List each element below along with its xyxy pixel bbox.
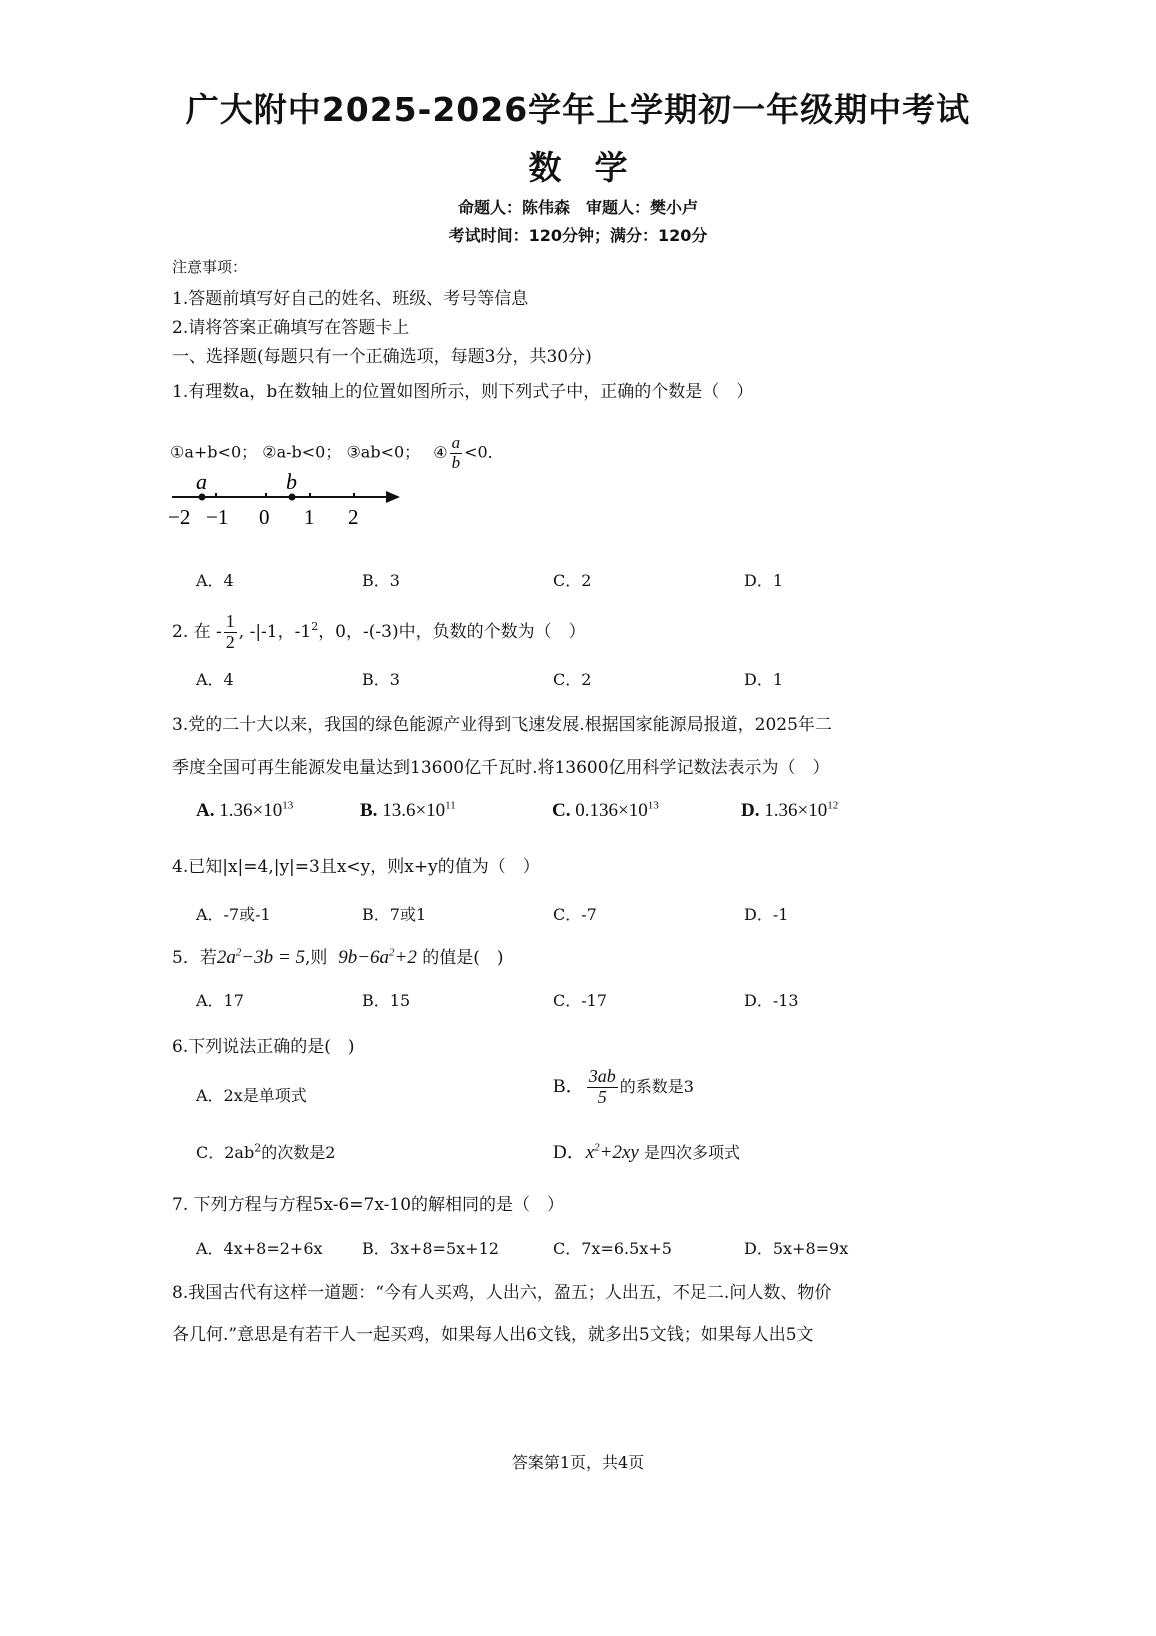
option-suffix: 是四次多项式 <box>643 1143 740 1162</box>
point-b-dot <box>289 494 296 501</box>
exam-title: 广大附中2025-2026学年上学期初一年级期中考试 <box>185 90 971 129</box>
option-exponent: 12 <box>827 799 839 812</box>
point-b-label: b <box>286 472 297 494</box>
q5-expr-1 <box>217 947 305 968</box>
q1-statements <box>170 434 504 472</box>
q7-option-a: A．4x+8=2+6x <box>196 1239 323 1258</box>
tick-label: 0 <box>259 505 270 529</box>
tick-label: 1 <box>304 505 315 529</box>
notes-item-1: 1.答题前填写好自己的姓名、班级、考号等信息 <box>172 289 529 309</box>
q5-option-b: B．15 <box>362 991 411 1010</box>
q6-option-c <box>196 1140 335 1163</box>
option-expr <box>586 1142 639 1163</box>
q1-stmt-4-prefix: ④ <box>433 442 448 462</box>
q6-option-d <box>553 1137 740 1164</box>
exam-info: 考试时间：120分钟；满分：120分 <box>448 226 708 245</box>
number-line <box>168 472 408 534</box>
q4-option-d: D．-1 <box>744 905 789 924</box>
q4-option-a: A．-7或-1 <box>196 905 271 924</box>
option-exponent: 13 <box>282 799 294 812</box>
option-exponent: 11 <box>445 799 456 812</box>
option-part: C．2ab <box>196 1143 255 1162</box>
q3-stem-line-2: 季度全国可再生能源发电量达到13600亿千瓦时.将13600亿用科学记数法表示为（ ） <box>172 758 830 778</box>
option-base: 0.136×10 <box>575 800 648 821</box>
option-label: D. <box>741 800 760 821</box>
q7-option-d: D．5x+8=9x <box>744 1239 849 1258</box>
q7-option-c: C．7x=6.5x+5 <box>553 1239 672 1258</box>
expr-exponent: 2 <box>235 946 242 959</box>
q2-option-c: C．2 <box>553 670 592 689</box>
q5-prefix: 5．若 <box>172 948 217 968</box>
q1-stmt-4-fraction <box>450 434 463 472</box>
q3-option-c <box>552 800 659 822</box>
q3-stem-line-1: 3.党的二十大以来，我国的绿色能源产业得到飞速发展.根据国家能源局报道，2025年二 <box>172 715 832 735</box>
expr-part: +2xy <box>599 1142 639 1163</box>
q4-option-b: B．7或1 <box>362 905 427 924</box>
point-a-label: a <box>196 472 207 494</box>
option-label: A. <box>196 800 215 821</box>
q2-fraction <box>224 612 237 653</box>
point-a-dot <box>199 494 206 501</box>
exam-authors: 命题人：陈伟森 审题人：樊小卢 <box>457 198 698 217</box>
q8-stem-line-2: 各几何.”意思是有若干人一起买鸡，如果每人出6文钱，就多出5文钱；如果每人出5文 <box>172 1325 814 1345</box>
expr-exponent: 2 <box>389 946 395 959</box>
q2-option-a: A．4 <box>196 670 234 689</box>
q3-option-a <box>196 800 293 822</box>
q5-expr-2 <box>338 947 417 968</box>
q1-stem: 1.有理数a，b在数轴上的位置如图所示，则下列式子中，正确的个数是（ ） <box>172 382 754 402</box>
frac-denominator: b <box>451 452 461 472</box>
option-exponent: 2 <box>254 1141 262 1155</box>
q2-option-b: B．3 <box>362 670 400 689</box>
q6-option-b-fraction <box>587 1067 618 1108</box>
q3-option-b <box>360 800 456 822</box>
option-base: 1.36×10 <box>764 800 828 821</box>
q6-option-b <box>553 1067 694 1108</box>
q2-prefix: 2. 在 - <box>172 621 222 642</box>
option-label: B. <box>360 800 378 821</box>
q6-stem: 6.下列说法正确的是( ) <box>172 1037 355 1057</box>
frac-numerator: 1 <box>225 611 235 631</box>
q1-option-a: A．4 <box>196 571 234 590</box>
q2-exponent: 2 <box>311 620 319 634</box>
exam-subject: 数 学 <box>528 148 628 187</box>
frac-numerator: a <box>451 433 461 452</box>
tick-label: −1 <box>206 505 229 529</box>
expr-exponent: 2 <box>594 1141 600 1154</box>
q1-option-d: D．1 <box>744 571 784 590</box>
q5-option-a: A．17 <box>196 991 244 1010</box>
page-footer: 答案第1页，共4页 <box>511 1453 645 1472</box>
option-exponent: 13 <box>647 799 659 812</box>
notes-heading: 注意事项： <box>172 258 248 276</box>
notes-item-2: 2.请将答案正确填写在答题卡上 <box>172 318 410 338</box>
arrow-head-icon <box>386 491 400 503</box>
q1-option-b: B．3 <box>362 571 400 590</box>
q1-stmt-3: ③ab<0； <box>346 442 421 462</box>
q5-stem <box>172 943 504 969</box>
q5-option-c: C．-17 <box>553 991 608 1010</box>
section-heading: 一、选择题(每题只有一个正确选项，每题3分，共30分) <box>172 347 592 367</box>
q6-option-a: A．2x是单项式 <box>196 1086 307 1105</box>
q3-option-d <box>741 800 838 822</box>
option-base: 13.6×10 <box>382 800 446 821</box>
option-label: B． <box>553 1075 585 1097</box>
q4-stem: 4.已知|x|=4,|y|=3且x<y，则x+y的值为（ ） <box>172 857 540 877</box>
expr-part: x <box>585 1142 595 1163</box>
expr-part: 2a <box>216 947 236 968</box>
option-base: 1.36×10 <box>219 800 283 821</box>
frac-numerator: 3ab <box>588 1066 616 1086</box>
expr-part: −3b = 5 <box>241 947 305 968</box>
frac-denominator: 2 <box>225 631 235 652</box>
q2-option-d: D．1 <box>744 670 784 689</box>
tick-label: −2 <box>168 505 191 529</box>
frac-denominator: 5 <box>597 1086 607 1107</box>
option-suffix: 的系数是3 <box>619 1076 694 1096</box>
option-part: 的次数是2 <box>261 1143 336 1162</box>
option-label: C. <box>552 800 571 821</box>
q5-suffix: 的值是( ) <box>422 948 504 968</box>
q7-stem: 7. 下列方程与方程5x-6=7x-10的解相同的是（ ） <box>172 1195 565 1215</box>
q5-middle: ,则 <box>304 948 328 968</box>
q1-option-c: C．2 <box>553 571 592 590</box>
q7-option-b: B．3x+8=5x+12 <box>362 1239 499 1258</box>
q1-stmt-1: ①a+b<0； <box>170 442 258 462</box>
q2-suffix: ，0，-(-3)中，负数的个数为（ ） <box>318 621 586 642</box>
tick-label: 2 <box>348 505 359 529</box>
q4-option-c: C．-7 <box>553 905 597 924</box>
q2-stem <box>172 612 586 653</box>
q1-stmt-2: ②a-b<0； <box>262 442 342 462</box>
expr-part: +2 <box>394 947 417 968</box>
option-label: D． <box>553 1142 586 1163</box>
q8-stem-line-1: 8.我国古代有这样一道题：“今有人买鸡，人出六，盈五；人出五，不足二.问人数、物价 <box>172 1283 832 1303</box>
q2-middle: , -|-1，-1 <box>238 621 312 642</box>
expr-part: 9b−6a <box>338 947 390 968</box>
q1-stmt-4-suffix: <0． <box>464 442 504 462</box>
q5-option-d: D．-13 <box>744 991 799 1010</box>
